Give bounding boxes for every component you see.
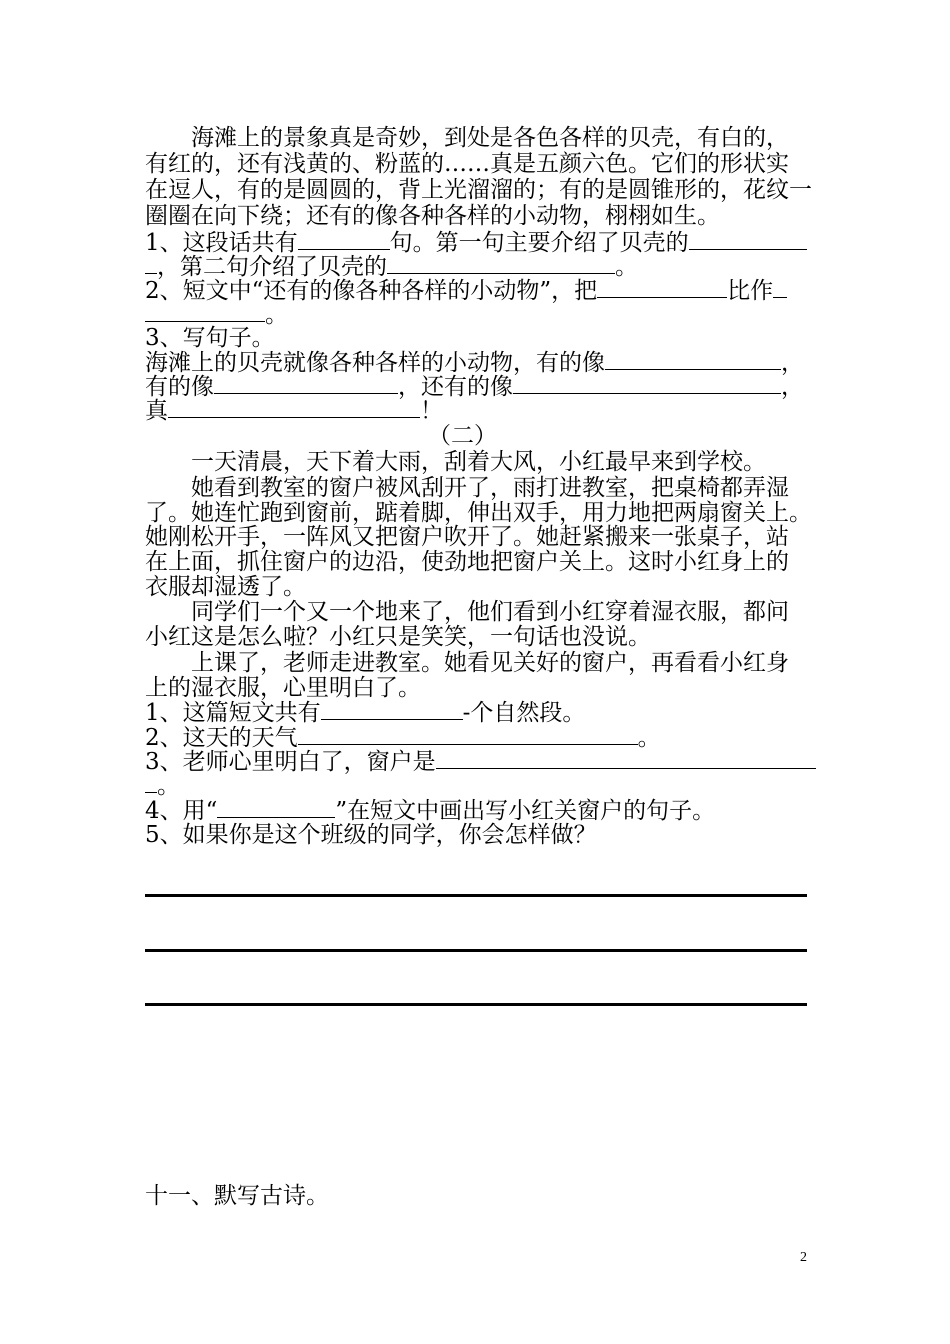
p1-q1-blank-3[interactable] bbox=[387, 253, 615, 274]
passage2-line-4: 她刚松开手，一阵风又把窗户吹开了。她赶紧搬来一张桌子，站 bbox=[145, 524, 789, 550]
p1-question-2-cont bbox=[145, 301, 288, 328]
p1-question-1-cont bbox=[145, 253, 638, 280]
p1-q3-blank-1[interactable] bbox=[605, 349, 781, 370]
p2-question-4 bbox=[145, 797, 715, 824]
p2-q3-blank-cont[interactable] bbox=[145, 772, 157, 793]
p2-question-2 bbox=[145, 724, 661, 751]
p2-q1-label-b: -个自然段。 bbox=[462, 700, 586, 726]
p2-q2-blank[interactable] bbox=[298, 724, 638, 745]
passage1-line-3: 在逗人，有的是圆圆的，背上光溜溜的；有的是圆锥形的，花纹一 bbox=[145, 177, 812, 203]
p1-q1-label-a: 1、这段话共有 bbox=[145, 230, 298, 256]
p1-q3-blank-2[interactable] bbox=[214, 373, 398, 394]
p2-q4-blank[interactable] bbox=[217, 797, 335, 818]
passage2-line-6: 衣服却湿透了。 bbox=[145, 574, 306, 600]
p1-q3-label-a: 海滩上的贝壳就像各种各样的小动物，有的像 bbox=[145, 350, 605, 376]
answer-line-3[interactable] bbox=[145, 1003, 807, 1006]
p1-q3-blank-3[interactable] bbox=[513, 373, 781, 394]
p1-q1-label-c: ，第二句介绍了贝壳的 bbox=[157, 254, 387, 280]
p1-question-2 bbox=[145, 277, 787, 304]
passage2-line-2: 她看到教室的窗户被风刮开了，雨打进教室，把桌椅都弄湿 bbox=[191, 475, 789, 501]
p1-q2-blank-2-cont[interactable] bbox=[145, 301, 265, 322]
p1-question-3-title: 3、写句子。 bbox=[145, 325, 275, 351]
p1-q2-blank-1[interactable] bbox=[597, 277, 727, 298]
p2-q3-label-a: 3、老师心里明白了，窗户是 bbox=[145, 749, 436, 775]
page-number: 2 bbox=[800, 1250, 807, 1265]
p1-q1-blank-2-cont[interactable] bbox=[145, 253, 157, 274]
p1-q3-label-e: ， bbox=[781, 374, 804, 400]
p2-q4-label-a: 4、用“ bbox=[145, 798, 218, 824]
p1-q2-label-c: 。 bbox=[265, 302, 288, 328]
p2-q1-label-a: 1、这篇短文共有 bbox=[145, 700, 321, 726]
answer-line-2[interactable] bbox=[145, 949, 807, 952]
passage1-line-1: 海滩上的景象真是奇妙，到处是各色各样的贝壳，有白的， bbox=[191, 125, 789, 151]
p2-question-3-cont bbox=[145, 772, 180, 799]
p1-question-1 bbox=[145, 229, 807, 256]
p1-q2-label-b: 比作 bbox=[727, 278, 774, 304]
p1-q2-blank-2[interactable] bbox=[773, 277, 787, 298]
passage2-line-10: 上的湿衣服，心里明白了。 bbox=[145, 675, 421, 701]
passage2-line-8: 小红这是怎么啦？小红只是笑笑，一句话也没说。 bbox=[145, 624, 651, 650]
p1-question-3-line-3 bbox=[145, 397, 443, 424]
p2-question-5: 5、如果你是这个班级的同学，你会怎样做？ bbox=[145, 822, 597, 848]
p2-q2-label-b: 。 bbox=[637, 725, 661, 751]
p1-q2-label-a: 2、短文中“还有的像各种各样的小动物”，把 bbox=[145, 278, 598, 304]
passage1-line-2: 有红的，还有浅黄的、粉蓝的……真是五颜六色。它们的形状实 bbox=[145, 151, 789, 177]
p1-q1-blank-2[interactable] bbox=[689, 229, 807, 250]
p1-q3-label-b: ， bbox=[781, 350, 804, 376]
p1-q3-label-f: 真 bbox=[145, 398, 168, 424]
section2-heading: （二） bbox=[428, 423, 497, 449]
p2-q3-blank[interactable] bbox=[436, 748, 816, 769]
passage2-line-7: 同学们一个又一个地来了，他们看到小红穿着湿衣服，都问 bbox=[191, 599, 789, 625]
p2-q1-blank[interactable] bbox=[321, 699, 463, 720]
p1-q3-label-c: 有的像 bbox=[145, 374, 214, 400]
p1-q3-blank-4[interactable] bbox=[168, 397, 420, 418]
p1-question-3-line-2 bbox=[145, 373, 804, 400]
passage1-line-4: 圈圈在向下绕；还有的像各种各样的小动物，栩栩如生。 bbox=[145, 203, 720, 229]
p1-question-3-line-1 bbox=[145, 349, 804, 376]
section11-title: 十一、默写古诗。 bbox=[145, 1183, 329, 1209]
p1-q1-blank-1[interactable] bbox=[298, 229, 390, 250]
passage2-line-1: 一天清晨，天下着大雨，刮着大风，小红最早来到学校。 bbox=[191, 449, 766, 475]
p2-q2-label-a: 2、这天的天气 bbox=[145, 725, 298, 751]
p2-question-3 bbox=[145, 748, 816, 775]
p1-q1-label-d: 。 bbox=[615, 254, 638, 280]
p2-q3-label-b: 。 bbox=[157, 773, 180, 799]
passage2-line-5: 在上面，抓住窗户的边沿，使劲地把窗户关上。这时小红身上的 bbox=[145, 549, 789, 575]
p1-q1-label-b: 句。第一句主要介绍了贝壳的 bbox=[389, 230, 689, 256]
p2-q4-label-b: ”在短文中画出写小红关窗户的句子。 bbox=[335, 798, 716, 824]
passage2-line-9: 上课了，老师走进教室。她看见关好的窗户，再看看小红身 bbox=[191, 650, 789, 676]
p1-q3-label-d: ，还有的像 bbox=[398, 374, 513, 400]
answer-line-1[interactable] bbox=[145, 894, 807, 897]
p2-question-1 bbox=[145, 699, 585, 726]
passage2-line-3: 了。她连忙跑到窗前，踮着脚，伸出双手，用力地把两扇窗关上。 bbox=[145, 500, 812, 526]
p1-q3-label-g: ！ bbox=[420, 398, 443, 424]
